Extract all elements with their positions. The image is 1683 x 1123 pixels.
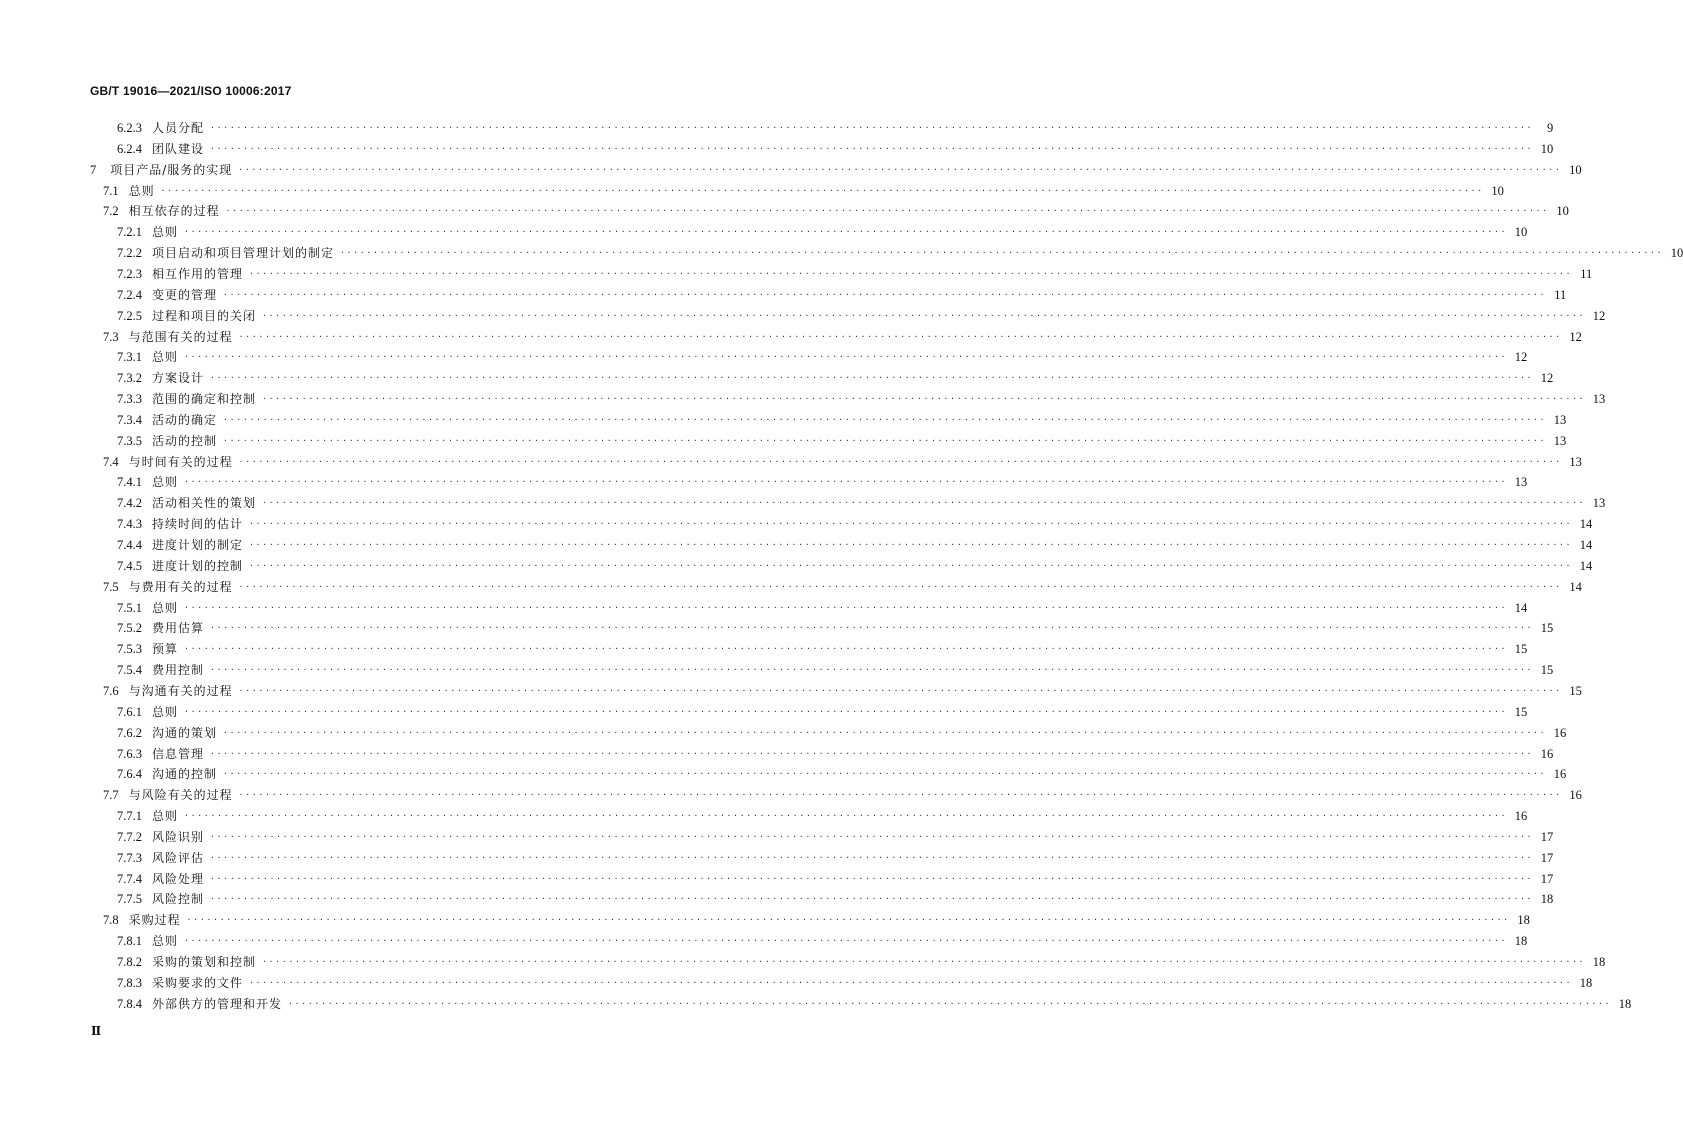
toc-entry-title: 总则 [152, 704, 179, 719]
toc-entry-number: 7.8.3 [117, 975, 142, 990]
toc-entry-number: 7.4.5 [117, 558, 142, 573]
toc-entry-page: 14 [1514, 600, 1528, 615]
toc-entry-title: 活动相关性的策划 [152, 496, 257, 511]
toc-entry-number: 7.8.1 [117, 934, 142, 949]
toc-entry-number: 7.4.1 [117, 475, 142, 490]
toc-entry-title: 采购过程 [128, 913, 181, 928]
toc-entry[interactable] [117, 973, 1593, 993]
toc-entry[interactable] [117, 368, 1554, 388]
toc-entry-title: 与范围有关的过程 [128, 329, 233, 344]
toc-entry-number: 7.4.4 [117, 538, 142, 552]
toc-dot-leader: ········································································································································································································ [210, 143, 1534, 153]
toc-dot-leader: ········································································································································································································ [262, 310, 1586, 320]
toc-entry-title: 活动的确定 [152, 412, 218, 427]
toc-entry-page: 13 [1553, 412, 1567, 427]
toc-entry[interactable] [117, 764, 1567, 784]
toc-entry-number: 7.7.3 [117, 850, 142, 865]
toc-entry-title: 团队建设 [152, 141, 205, 156]
toc-dot-leader: ········································································································································································································ [238, 685, 1562, 695]
toc-entry-page: 12 [1569, 329, 1582, 344]
toc-entry-number: 7.8.4 [117, 996, 142, 1011]
toc-entry-page: 9 [1547, 121, 1554, 135]
toc-entry-page: 17 [1540, 829, 1554, 844]
toc-entry-page: 13 [1592, 496, 1606, 511]
toc-entry-number: 7.5.2 [117, 621, 142, 636]
toc-entry-page: 17 [1540, 850, 1554, 865]
toc-entry-number: 7.7.4 [117, 871, 142, 886]
toc-entry[interactable] [117, 869, 1554, 889]
toc-entry-page: 17 [1540, 871, 1554, 886]
toc-entry-title: 进度计划的控制 [152, 558, 244, 573]
toc-entry-page: 18 [1618, 996, 1632, 1011]
toc-entry[interactable] [117, 264, 1593, 284]
toc-entry-number: 7.2.3 [117, 266, 142, 281]
toc-dot-leader: ········································································································································································································ [223, 435, 1547, 445]
toc-entry[interactable] [103, 577, 1582, 597]
toc-entry-number: 7.3 [103, 329, 119, 344]
toc-entry[interactable] [117, 639, 1528, 659]
toc-entry-page: 18 [1514, 934, 1528, 949]
toc-dot-leader: ········································································································································································································ [262, 394, 1586, 404]
toc-entry[interactable] [117, 514, 1593, 534]
toc-entry[interactable] [117, 243, 1683, 263]
toc-entry-number: 7.3.2 [117, 371, 142, 386]
toc-entry-number: 6.2.4 [117, 141, 142, 156]
toc-dot-leader: ········································································································································································································ [238, 331, 1562, 341]
toc-dot-leader: ········································································································································································································ [288, 998, 1612, 1008]
toc-entry-title: 持续时间的估计 [152, 517, 244, 532]
toc-entry[interactable] [117, 472, 1528, 492]
toc-entry[interactable] [103, 201, 1569, 221]
toc-entry[interactable] [117, 431, 1567, 451]
toc-entry-number: 7.6.1 [117, 704, 142, 719]
toc-entry-page: 13 [1569, 454, 1582, 469]
toc-entry-page: 18 [1540, 892, 1554, 907]
toc-entry[interactable] [117, 702, 1528, 722]
toc-entry[interactable] [90, 160, 1582, 180]
toc-entry-title: 总则 [152, 475, 179, 490]
toc-entry-title: 总则 [128, 183, 155, 198]
toc-dot-leader: ········································································································································································································ [210, 373, 1534, 383]
toc-dot-leader: ········································································································································································································ [210, 748, 1534, 758]
toc-entry-title: 项目产品/服务的实现 [110, 162, 233, 177]
toc-entry-number: 7.3.1 [117, 350, 142, 365]
toc-entry-page: 10 [1491, 183, 1504, 198]
toc-dot-leader: ········································································································································································································ [210, 623, 1534, 633]
toc-entry-number: 7.2.2 [117, 246, 142, 261]
toc-dot-leader: ········································································································································································································ [210, 873, 1534, 883]
toc-entry[interactable] [117, 744, 1554, 764]
toc-dot-leader: ········································································································································································································ [210, 831, 1534, 841]
toc-entry-title: 变更的管理 [152, 287, 218, 302]
toc-dot-leader: ········································································································································································································ [184, 706, 1508, 716]
toc-entry-number: 7.4.2 [117, 496, 142, 511]
toc-entry[interactable] [103, 785, 1582, 805]
toc-entry-title: 总则 [152, 225, 179, 240]
toc-entry-title: 与时间有关的过程 [128, 454, 233, 469]
toc-entry-page: 11 [1554, 287, 1567, 302]
toc-dot-leader: ········································································································································································································ [223, 414, 1547, 424]
toc-entry-page: 13 [1553, 433, 1567, 448]
toc-entry-title: 与风险有关的过程 [128, 788, 233, 803]
toc-entry[interactable] [117, 222, 1528, 242]
toc-dot-leader: ········································································································································································································ [249, 977, 1573, 987]
toc-entry-page: 12 [1514, 350, 1528, 365]
toc-entry[interactable] [117, 848, 1554, 868]
toc-entry-number: 7.6 [103, 683, 119, 698]
toc-dot-leader: ········································································································································································································ [210, 894, 1534, 904]
toc-entry-number: 7.2.4 [117, 287, 142, 302]
toc-dot-leader: ········································································································································································································ [160, 185, 1484, 195]
toc-entry[interactable] [103, 910, 1530, 930]
toc-entry-number: 7.6.3 [117, 746, 142, 761]
toc-entry[interactable] [117, 556, 1593, 576]
toc-dot-leader: ········································································································································································································ [186, 915, 1510, 925]
toc-entry-title: 预算 [152, 642, 179, 657]
toc-dot-leader: ········································································································································································································ [249, 519, 1573, 529]
toc-entry[interactable] [117, 723, 1567, 743]
toc-entry-page: 14 [1569, 579, 1582, 594]
toc-entry[interactable] [103, 681, 1582, 701]
toc-entry-number: 7.3.4 [117, 412, 142, 427]
toc-entry-number: 7.5.1 [117, 600, 142, 615]
toc-entry-page: 10 [1670, 246, 1683, 261]
toc-entry-number: 7.2.5 [117, 308, 142, 323]
toc-entry[interactable] [117, 931, 1528, 951]
toc-dot-leader: ········································································································································································································ [249, 268, 1573, 278]
toc-entry[interactable] [117, 410, 1567, 430]
toc-dot-leader: ········································································································································································································ [238, 581, 1562, 591]
toc-entry-number: 7.5.3 [117, 642, 142, 657]
toc-dot-leader: ········································································································································································································ [210, 665, 1534, 675]
toc-dot-leader: ········································································································································································································ [238, 456, 1562, 466]
toc-entry-page: 16 [1569, 788, 1582, 803]
toc-entry-title: 进度计划的制定 [152, 538, 244, 552]
toc-entry-number: 7.1 [103, 183, 119, 198]
toc-entry-number: 7.7.1 [117, 809, 142, 824]
toc-entry-title: 人员分配 [152, 121, 205, 135]
toc-entry-title: 沟通的策划 [152, 725, 218, 740]
toc-entry-page: 16 [1553, 767, 1567, 782]
toc-entry-page: 15 [1514, 704, 1528, 719]
toc-entry-number: 7.7 [103, 788, 119, 803]
toc-entry-number: 7.3.3 [117, 392, 142, 407]
toc-entry-title: 风险识别 [152, 829, 205, 844]
toc-entry-title: 相互依存的过程 [128, 204, 220, 219]
toc-entry-number: 7.2.1 [117, 225, 142, 240]
toc-entry-number: 7.5 [103, 579, 119, 594]
toc-entry-number: 7.7.2 [117, 829, 142, 844]
toc-entry-title: 风险控制 [152, 892, 205, 907]
toc-entry-number: 7.3.5 [117, 433, 142, 448]
toc-entry-number: 7.5.4 [117, 663, 142, 678]
toc-dot-leader: ········································································································································································································ [184, 227, 1508, 237]
toc-entry-page: 12 [1540, 371, 1554, 386]
toc-dot-leader: ········································································································································································································ [184, 352, 1508, 362]
toc-entry-number: 6.2.3 [117, 121, 142, 135]
toc-entry-title: 沟通的控制 [152, 767, 218, 782]
toc-entry-number: 7.7.5 [117, 892, 142, 907]
toc-entry-title: 项目启动和项目管理计划的制定 [152, 246, 335, 261]
toc-dot-leader: ········································································································································································································ [210, 123, 1534, 132]
toc-entry-page: 15 [1540, 621, 1554, 636]
toc-entry-page: 14 [1579, 538, 1593, 552]
toc-entry-title: 范围的确定和控制 [152, 392, 257, 407]
toc-entry[interactable] [117, 347, 1528, 367]
toc-entry-title: 总则 [152, 600, 179, 615]
toc-dot-leader: ········································································································································································································ [249, 540, 1573, 549]
toc-entry-number: 7.8.2 [117, 955, 142, 969]
toc-entry[interactable] [117, 660, 1554, 680]
toc-entry-title: 方案设计 [152, 371, 205, 386]
toc-entry[interactable] [117, 139, 1554, 159]
toc-entry-title: 总则 [152, 350, 179, 365]
toc-dot-leader: ········································································································································································································ [223, 769, 1547, 779]
toc-entry-page: 10 [1569, 162, 1582, 177]
toc-entry[interactable] [103, 181, 1504, 201]
toc-entry-title: 活动的控制 [152, 433, 218, 448]
toc-entry[interactable] [117, 389, 1606, 409]
toc-entry[interactable] [117, 306, 1606, 326]
toc-dot-leader: ········································································································································································································ [262, 498, 1586, 508]
toc-entry-title: 过程和项目的关闭 [152, 308, 257, 323]
document-header: GB/T 19016—2021/ISO 10006:2017 [90, 84, 292, 98]
toc-entry-page: 18 [1517, 913, 1530, 928]
toc-entry-number: 7.2 [103, 204, 119, 219]
toc-entry[interactable] [117, 598, 1528, 618]
toc-entry-title: 信息管理 [152, 746, 205, 761]
toc-entry[interactable] [103, 327, 1582, 347]
toc-entry-title: 相互作用的管理 [152, 266, 244, 281]
toc-dot-leader: ········································································································································································································ [184, 936, 1508, 946]
toc-entry-title: 外部供方的管理和开发 [152, 996, 283, 1011]
toc-dot-leader: ········································································································································································································ [210, 852, 1534, 862]
toc-entry-page: 13 [1592, 392, 1606, 407]
toc-entry-page: 10 [1540, 141, 1554, 156]
toc-dot-leader: ········································································································································································································ [262, 957, 1586, 966]
toc-entry[interactable] [117, 493, 1606, 513]
toc-dot-leader: ········································································································································································································ [184, 477, 1508, 487]
page-number: Ⅱ [91, 1024, 102, 1038]
toc-entry-page: 11 [1580, 266, 1593, 281]
toc-dot-leader: ········································································································································································································ [238, 164, 1562, 174]
toc-dot-leader: ········································································································································································································ [223, 727, 1547, 737]
toc-entry-title: 费用控制 [152, 663, 205, 678]
toc-entry-title: 与费用有关的过程 [128, 579, 233, 594]
toc-entry[interactable] [117, 806, 1528, 826]
toc-entry-title: 采购的策划和控制 [152, 955, 257, 969]
toc-entry-number: 7.4 [103, 454, 119, 469]
toc-entry-page: 15 [1514, 642, 1528, 657]
toc-entry[interactable] [117, 118, 1554, 138]
toc-entry-number: 7.4.3 [117, 517, 142, 532]
toc-entry-page: 10 [1556, 204, 1569, 219]
toc-entry[interactable] [117, 827, 1554, 847]
toc-entry-page: 14 [1579, 517, 1593, 532]
toc-entry-page: 12 [1592, 308, 1606, 323]
toc-entry[interactable] [117, 952, 1606, 972]
toc-entry-title: 费用估算 [152, 621, 205, 636]
toc-entry-page: 16 [1553, 725, 1567, 740]
toc-entry-page: 14 [1579, 558, 1593, 573]
toc-entry-page: 15 [1540, 663, 1554, 678]
toc-dot-leader: ········································································································································································································ [223, 289, 1547, 299]
toc-entry[interactable] [117, 535, 1593, 555]
toc-entry-page: 16 [1514, 809, 1528, 824]
toc-entry[interactable] [117, 285, 1567, 305]
toc-entry[interactable] [117, 994, 1632, 1014]
toc-entry[interactable] [117, 889, 1554, 909]
toc-entry-title: 总则 [152, 809, 179, 824]
toc-entry-page: 18 [1592, 955, 1606, 969]
toc-entry-number: 7.6.2 [117, 725, 142, 740]
toc-entry-title: 与沟通有关的过程 [128, 683, 233, 698]
toc-dot-leader: ········································································································································································································ [184, 644, 1508, 654]
toc-entry-page: 13 [1514, 475, 1528, 490]
toc-entry[interactable] [117, 618, 1554, 638]
toc-entry-title: 风险处理 [152, 871, 205, 886]
toc-entry-page: 18 [1579, 975, 1593, 990]
toc-dot-leader: ········································································································································································································ [340, 248, 1664, 258]
toc-entry-page: 10 [1514, 225, 1528, 240]
toc-dot-leader: ········································································································································································································ [238, 790, 1562, 800]
toc-entry-page: 16 [1540, 746, 1554, 761]
toc-entry[interactable] [103, 452, 1582, 472]
toc-dot-leader: ········································································································································································································ [184, 811, 1508, 821]
toc-dot-leader: ········································································································································································································ [184, 602, 1508, 612]
toc-entry-title: 风险评估 [152, 850, 205, 865]
toc-entry-title: 采购要求的文件 [152, 975, 244, 990]
toc-entry-number: 7.6.4 [117, 767, 142, 782]
toc-dot-leader: ········································································································································································································ [225, 206, 1549, 216]
toc-entry-number: 7 [90, 162, 97, 177]
toc-entry-page: 15 [1569, 683, 1582, 698]
toc-entry-number: 7.8 [103, 913, 119, 928]
toc-entry-title: 总则 [152, 934, 179, 949]
toc-dot-leader: ········································································································································································································ [249, 560, 1573, 570]
